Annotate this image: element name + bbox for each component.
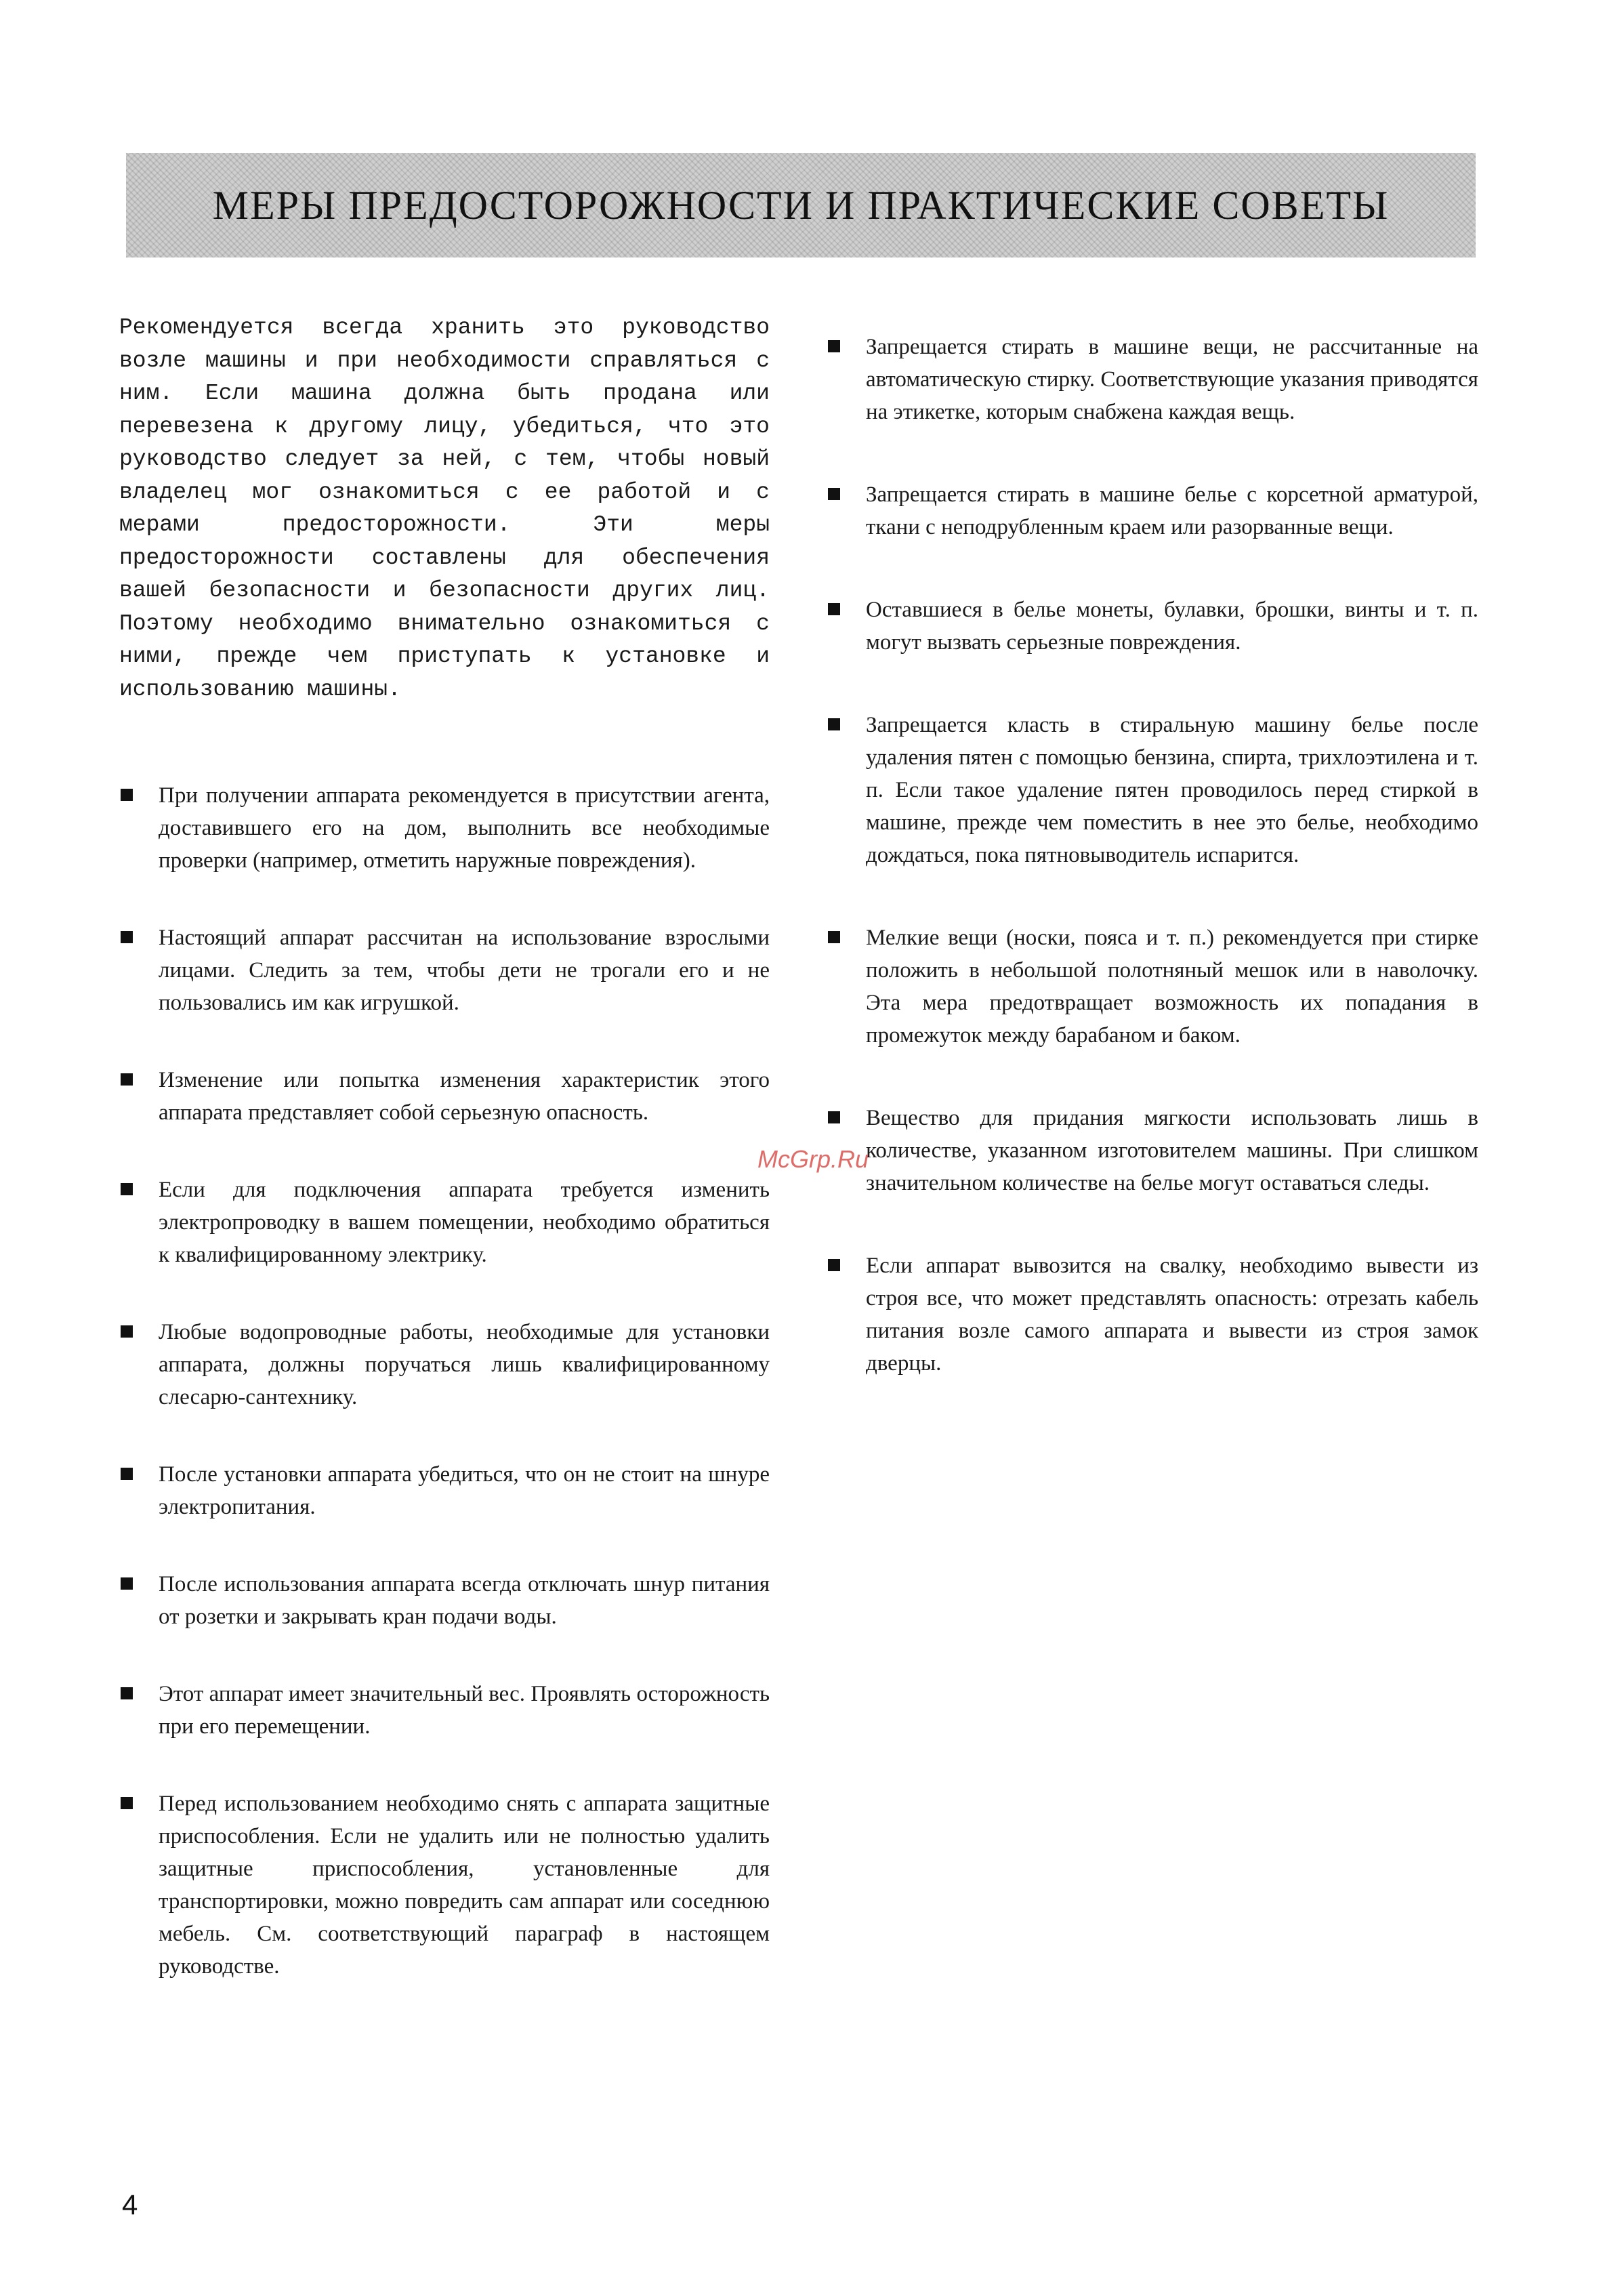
right-bullet-list [828,331,1478,1380]
bullet-text: Настоящий аппарат рассчитан на использование взрослыми лицами. Следить за тем, чтобы дети не трогали его и не пользовались им как игрушкой. [159,926,770,1015]
list-item [119,1788,770,1983]
right-column [828,331,1478,1430]
title-banner [126,153,1476,257]
bullet-square-icon [121,1183,133,1195]
bullet-text: После установки аппарата убедиться, что он не стоит на шнуре электропитания. [159,1462,770,1519]
bullet-text: Перед использованием необходимо снять с аппарата защитные приспособления. Если не удалить или не полностью удалить защитные приспособления, установленные для транспортировки, можно повредить сам аппарат или соседнюю мебель. См. соответствующий параграф в настоящем руководстве. [159,1792,770,1979]
list-item [119,1458,770,1523]
list-item [828,709,1478,871]
list-item [119,1174,770,1271]
bullet-text: Этот аппарат имеет значительный вес. Проявлять осторожность при его перемещении. [159,1682,770,1739]
bullet-square-icon [121,1797,133,1809]
list-item [119,1316,770,1413]
bullet-square-icon [121,789,133,801]
bullet-square-icon [828,1259,840,1271]
list-item [828,478,1478,543]
watermark: McGrp.Ru [757,1145,869,1173]
list-item [828,1249,1478,1380]
list-item [828,594,1478,659]
left-bullet-list [119,779,770,1983]
list-item [828,1102,1478,1199]
bullet-square-icon [828,488,840,500]
list-item [119,779,770,877]
bullet-square-icon [121,931,133,943]
list-item [119,1678,770,1743]
bullet-square-icon [828,1111,840,1123]
bullet-text: Мелкие вещи (носки, пояса и т. п.) рекомендуется при стирке положить в небольшой полотняный мешок или в наволочку. Эта мера предотвращает возможность их попадания в промежуток между барабаном и баком. [866,926,1478,1048]
page-title: МЕРЫ ПРЕДОСТОРОЖНОСТИ И ПРАКТИЧЕСКИЕ СОВЕТЫ [212,182,1390,228]
left-column [119,312,770,2027]
bullet-square-icon [121,1073,133,1086]
bullet-square-icon [828,718,840,730]
bullet-square-icon [828,340,840,352]
bullet-square-icon [828,603,840,615]
bullet-square-icon [121,1687,133,1699]
list-item [828,331,1478,428]
bullet-text: При получении аппарата рекомендуется в присутствии агента, доставившего его на дом, выполнить все необходимые проверки (например, отметить наружные повреждения). [159,783,770,873]
bullet-text: Запрещается стирать в машине вещи, не рассчитанные на автоматическую стирку. Соответствующие указания приводятся на этикетке, которым снабжена каждая вещь. [866,335,1478,424]
bullet-text: Если аппарат вывозится на свалку, необходимо вывести из строя все, что может представлять опасность: отрезать кабель питания возле самого аппарата и вывести из строя замок дверцы. [866,1254,1478,1376]
bullet-text: Запрещается стирать в машине белье с корсетной арматурой, ткани с неподрубленным краем или разорванные вещи. [866,482,1478,539]
bullet-text: Запрещается класть в стиральную машину белье после удаления пятен с помощью бензина, спирта, трихлоэтилена и т. п. Если такое удаление пятен проводилось перед стиркой в машине, прежде чем поместить в нее это белье, необходимо дождаться, пока пятновыводитель испарится. [866,713,1478,867]
bullet-text: Оставшиеся в белье монеты, булавки, брошки, винты и т. п. могут вызвать серьезные повреждения. [866,598,1478,655]
list-item [119,922,770,1019]
bullet-square-icon [121,1577,133,1590]
bullet-square-icon [121,1325,133,1338]
bullet-square-icon [828,931,840,943]
bullet-text: Изменение или попытка изменения характеристик этого аппарата представляет собой серьезную опасность. [159,1068,770,1125]
bullet-text: Вещество для придания мягкости использовать лишь в количестве, указанном изготовителем машины. При слишком значительном количестве на белье могут оставаться следы. [866,1106,1478,1195]
page-number: 4 [122,2189,138,2220]
bullet-square-icon [121,1468,133,1480]
bullet-text: Любые водопроводные работы, необходимые для установки аппарата, должны поручаться лишь квалифицированному слесарю-сантехнику. [159,1320,770,1409]
bullet-text: Если для подключения аппарата требуется изменить электропроводку в вашем помещении, необходимо обратиться к квалифицированному электрику. [159,1178,770,1267]
list-item [119,1064,770,1129]
bullet-text: После использования аппарата всегда отключать шнур питания от розетки и закрывать кран подачи воды. [159,1572,770,1629]
intro-paragraph: Рекомендуется всегда хранить это руководство возле машины и при необходимости справляться с ним. Если машина должна быть продана или перевезена к другому лицу, убедиться, что это руководство следует за ней, с тем, чтобы новый владелец мог ознакомиться с ее работой и с мерами предосторожности. Эти меры предосторожности составлены для обеспечения вашей безопасности и безопасности других лиц. Поэтому необходимо внимательно ознакомиться с ними, прежде чем приступать к установке и использованию машины. [119,315,770,702]
list-item [119,1568,770,1633]
list-item [828,922,1478,1052]
